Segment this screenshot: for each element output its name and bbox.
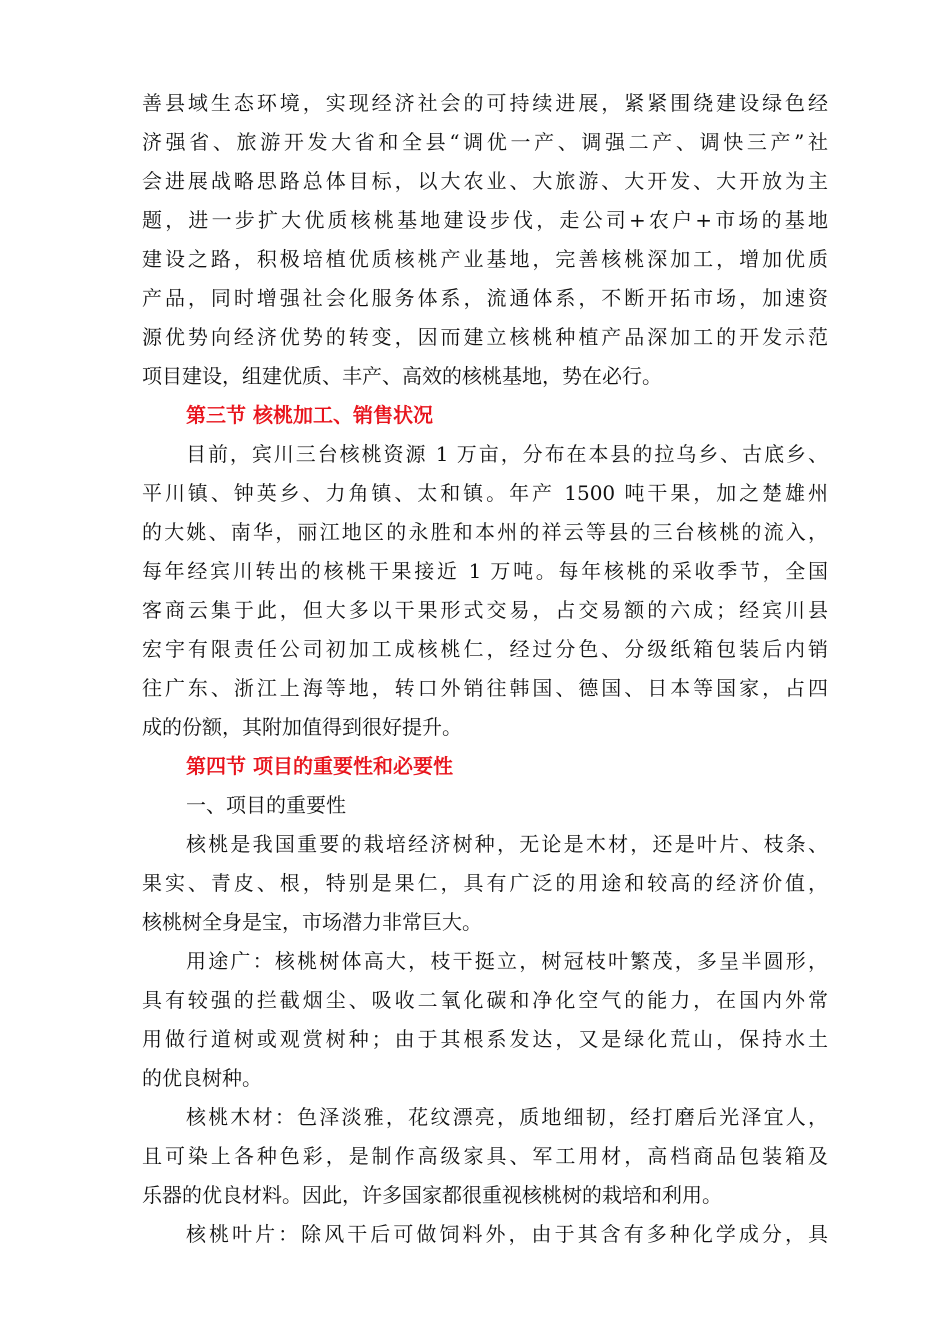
section-3-paragraph xyxy=(142,435,828,747)
section-4-paragraph-4 xyxy=(142,1215,828,1254)
text-line: 核桃叶片：除风干后可做饲料外，由于其含有多种化学成分，具 xyxy=(186,1222,828,1246)
section-4-heading: 第四节 项目的重要性和必要性 xyxy=(186,754,453,778)
text-line: 平川镇、钟英乡、力角镇、太和镇。年产 1500 吨干果，加之楚雄州 xyxy=(142,481,828,505)
text-line: 项目建设，组建优质、丰产、高效的核桃基地，势在必行。 xyxy=(142,364,662,388)
sub-heading-importance: 一、项目的重要性 xyxy=(186,793,346,817)
intro-paragraph xyxy=(142,84,828,396)
text-line: 核桃树全身是宝，市场潜力非常巨大。 xyxy=(142,910,482,934)
text-line: 济强省、旅游开发大省和全县“调优一产、调强二产、调快三产”社 xyxy=(142,130,828,154)
text-line: 核桃是我国重要的栽培经济树种，无论是木材，还是叶片、枝条、 xyxy=(186,832,828,856)
text-line: 题，进一步扩大优质核桃基地建设步伐，走公司+农户+市场的基地 xyxy=(142,208,828,232)
section-3-heading: 第三节 核桃加工、销售状况 xyxy=(186,403,433,427)
section-4-paragraph-2 xyxy=(142,942,828,1098)
text-line: 用途广：核桃树体高大，枝干挺立，树冠枝叶繁茂，多呈半圆形， xyxy=(186,949,828,973)
section-4-paragraph-1 xyxy=(142,825,828,942)
text-line: 且可染上各种色彩，是制作高级家具、军工用材，高档商品包装箱及 xyxy=(142,1144,828,1168)
text-line: 往广东、浙江上海等地，转口外销往韩国、德国、日本等国家，占四 xyxy=(142,676,828,700)
text-line: 善县域生态环境，实现经济社会的可持续进展，紧紧围绕建设绿色经 xyxy=(142,91,828,115)
section-4-paragraph-3 xyxy=(142,1098,828,1215)
text-line: 源优势向经济优势的转变，因而建立核桃种植产品深加工的开发示范 xyxy=(142,325,828,349)
text-line: 成的份额，其附加值得到很好提升。 xyxy=(142,715,462,739)
text-line: 产品，同时增强社会化服务体系，流通体系，不断开拓市场，加速资 xyxy=(142,286,828,310)
text-line: 的大姚、南华，丽江地区的永胜和本州的祥云等县的三台核桃的流入， xyxy=(142,520,828,544)
text-line: 目前，宾川三台核桃资源 1 万亩，分布在本县的拉乌乡、古底乡、 xyxy=(186,442,828,466)
text-line: 每年经宾川转出的核桃干果接近 1 万吨。每年核桃的采收季节，全国 xyxy=(142,559,828,583)
document-page xyxy=(142,84,828,1254)
text-line: 具有较强的拦截烟尘、吸收二氧化碳和净化空气的能力，在国内外常 xyxy=(142,988,828,1012)
text-line: 乐器的优良材料。因此，许多国家都很重视核桃树的栽培和利用。 xyxy=(142,1183,722,1207)
text-line: 客商云集于此，但大多以干果形式交易，占交易额的六成；经宾川县 xyxy=(142,598,828,622)
text-line: 会进展战略思路总体目标，以大农业、大旅游、大开发、大开放为主 xyxy=(142,169,828,193)
text-line: 的优良树种。 xyxy=(142,1066,262,1090)
text-line: 用做行道树或观赏树种；由于其根系发达，又是绿化荒山，保持水土 xyxy=(142,1027,828,1051)
text-line: 建设之路，积极培植优质核桃产业基地，完善核桃深加工，增加优质 xyxy=(142,247,828,271)
text-line: 核桃木材：色泽淡雅，花纹漂亮，质地细韧，经打磨后光泽宜人， xyxy=(186,1105,828,1129)
text-line: 果实、青皮、根，特别是果仁，具有广泛的用途和较高的经济价值， xyxy=(142,871,828,895)
text-line: 宏宇有限责任公司初加工成核桃仁，经过分色、分级纸箱包装后内销 xyxy=(142,637,828,661)
